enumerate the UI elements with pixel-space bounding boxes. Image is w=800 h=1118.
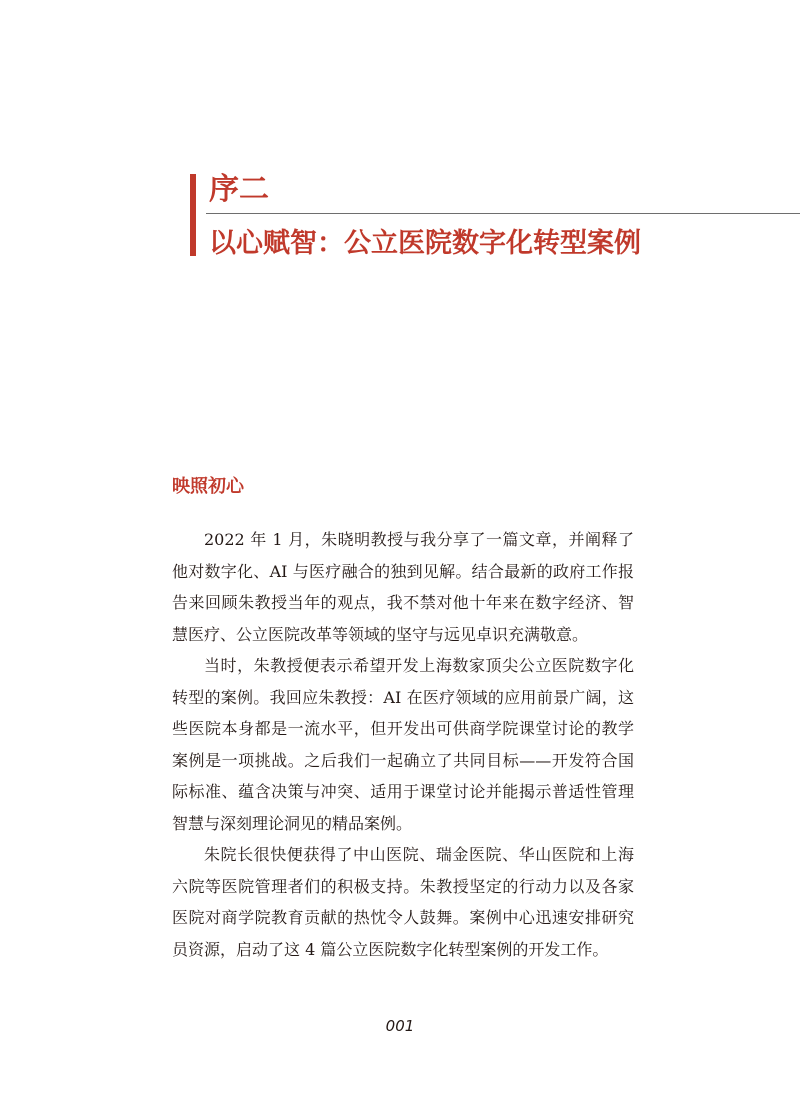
paragraph-3: 朱院长很快便获得了中山医院、瑞金医院、华山医院和上海六院等医院管理者们的积极支持。朱教授坚定的行动力以及各家医院对商学院教育贡献的热忱令人鼓舞。案例中心迅速安排研究员资源，启动了这 4 篇公立医院数字化转型案例的开发工作。 [172, 845, 634, 959]
paragraph-1: 2022 年 1 月，朱晓明教授与我分享了一篇文章，并阐释了他对数字化、AI 与医疗融合的独到见解。结合最新的政府工作报告来回顾朱教授当年的观点，我不禁对他十年来在数字经济、智慧医疗、公立医院改革等领域的坚守与远见卓识充满敬意。 [172, 530, 634, 644]
title-divider-rule [206, 213, 800, 214]
section-heading: 映照初心 [172, 476, 244, 497]
preface-subtitle: 以心赋智：公立医院数字化转型案例 [209, 228, 641, 259]
body-text [172, 524, 634, 965]
page-number: 001 [385, 1017, 415, 1035]
preface-title: 序二 [209, 172, 269, 207]
paragraph-2: 当时，朱教授便表示希望开发上海数家顶尖公立医院数字化转型的案例。我回应朱教授：AI 在医疗领域的应用前景广阔，这些医院本身都是一流水平，但开发出可供商学院课堂讨论的教学案例是一项挑战。之后我们一起确立了共同目标——开发符合国际标准、蕴含决策与冲突、适用于课堂讨论并能揭示普适性管理智慧与深刻理论洞见的精品案例。 [172, 656, 634, 833]
title-accent-bar [190, 174, 196, 256]
